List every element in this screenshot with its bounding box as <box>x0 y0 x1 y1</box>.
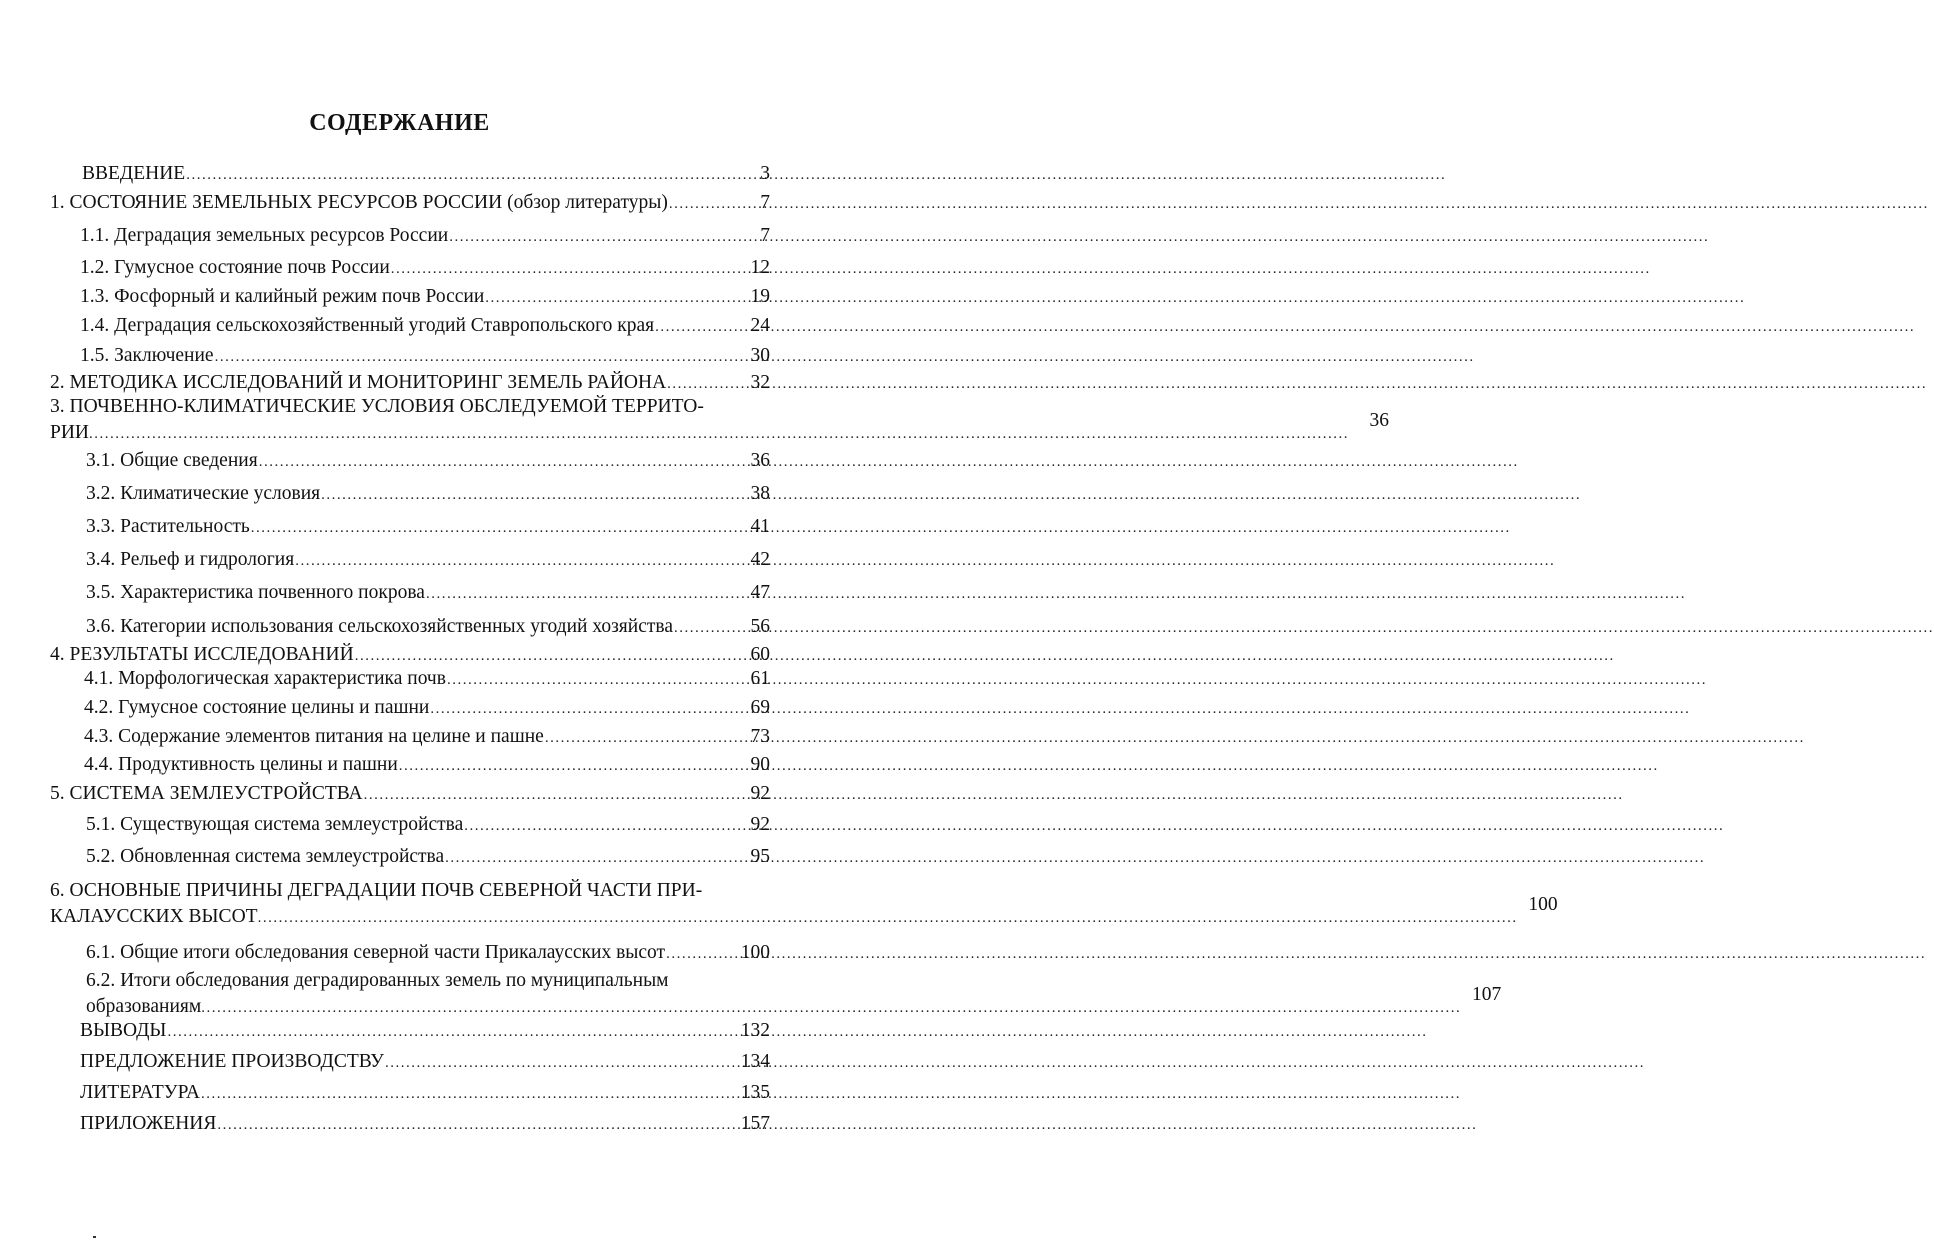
toc-entry-label-line1: 6.2. Итоги обследования деградированных земель по муниципальным <box>86 970 669 991</box>
toc-entry-label: 5. СИСТЕМА ЗЕМЛЕУСТРОЙСТВА <box>50 783 363 804</box>
scan-speck <box>93 1236 96 1238</box>
toc-entry-page: 134 <box>740 1051 770 1072</box>
toc-entry-chapter-4[interactable] <box>50 642 770 669</box>
toc-entry-label: 1.4. Деградация сельскохозяйственный угодий Ставропольского края <box>80 315 655 336</box>
toc-entry-label: 3.3. Растительность <box>86 516 250 537</box>
dot-leader <box>666 941 730 967</box>
toc-entry-label: 3.6. Категории использования сельскохозяйственных угодий хозяйства <box>86 616 673 637</box>
toc-entry-3-2[interactable] <box>86 481 770 508</box>
dot-leader <box>259 449 730 475</box>
toc-entry-3-6[interactable] <box>86 614 770 641</box>
toc-entry-page: 69 <box>750 697 770 718</box>
toc-entry-chapter-1[interactable] <box>50 190 770 217</box>
toc-entry-label: 2. МЕТОДИКА ИССЛЕДОВАНИЙ И МОНИТОРИНГ ЗЕМЕЛЬ РАЙОНА <box>50 372 667 393</box>
dot-leader <box>674 615 730 641</box>
toc-entry-4-3[interactable] <box>84 724 770 751</box>
toc-entry-1-5[interactable] <box>80 343 770 370</box>
toc-entry-3-4[interactable] <box>86 547 770 574</box>
page-title: СОДЕРЖАНИЕ <box>309 110 490 136</box>
toc-entry-3-3[interactable] <box>86 514 770 541</box>
toc-entry-label: 6.1. Общие итоги обследования северной части Прикалаусских высот <box>86 942 666 963</box>
toc-entry-page: 107 <box>1471 983 1502 1005</box>
toc-entry-label: 3.4. Рельеф и гидрология <box>86 549 295 570</box>
toc-entry-label-line2: РИИ <box>50 422 90 443</box>
dot-leader <box>391 256 730 282</box>
toc-entry-page: 92 <box>750 783 770 804</box>
dot-leader <box>385 1050 730 1076</box>
toc-entry-label-line1: 6. ОСНОВНЫЕ ПРИЧИНЫ ДЕГРАДАЦИИ ПОЧВ СЕВЕРНОЙ ЧАСТИ ПРИ- <box>50 880 703 901</box>
toc-entry-3-5[interactable] <box>86 580 770 607</box>
dot-leader <box>449 224 730 250</box>
dot-leader <box>167 1019 730 1045</box>
toc-entry-page: 73 <box>750 726 770 747</box>
toc-entry-label: 3.2. Климатические условия <box>86 483 321 504</box>
toc-entry-5-2[interactable] <box>86 844 770 871</box>
toc-entry-page: 95 <box>750 846 770 867</box>
toc-entry-page: 157 <box>740 1113 770 1134</box>
toc-entry-1-1[interactable] <box>80 223 770 250</box>
toc-entry-label: 4.1. Морфологическая характеристика почв <box>84 668 446 689</box>
toc-entry-chapter-5[interactable] <box>50 781 770 808</box>
toc-entry-appendices[interactable] <box>80 1111 770 1138</box>
dot-leader <box>430 696 730 722</box>
toc-entry-label: 1.5. Заключение <box>80 345 214 366</box>
toc-entry-page: 36 <box>1369 409 1390 431</box>
dot-leader <box>186 162 730 188</box>
toc-entry-page: 30 <box>750 345 770 366</box>
toc-entry-label: 4.2. Гумусное состояние целины и пашни <box>84 697 430 718</box>
toc-entry-label: ЛИТЕРАТУРА <box>80 1082 200 1103</box>
toc-entry-page: 132 <box>740 1020 770 1041</box>
toc-entry-label: 3.1. Общие сведения <box>86 450 258 471</box>
toc-entry-chapter-6[interactable] <box>50 878 1558 931</box>
toc-entry-3-1[interactable] <box>86 448 770 475</box>
toc-entry-introduction[interactable] <box>82 161 770 188</box>
toc-entry-literature[interactable] <box>80 1080 770 1107</box>
dot-leader <box>364 782 730 808</box>
toc-entry-page: 61 <box>750 668 770 689</box>
toc-entry-label-line1: 3. ПОЧВЕННО-КЛИМАТИЧЕСКИЕ УСЛОВИЯ ОБСЛЕДУЕМОЙ ТЕРРИТО- <box>50 396 704 417</box>
dot-leader <box>215 344 730 370</box>
toc-entry-label: 1.2. Гумусное состояние почв России <box>80 257 390 278</box>
toc-entry-label: 4. РЕЗУЛЬТАТЫ ИССЛЕДОВАНИЙ <box>50 644 354 665</box>
toc-entry-page: 92 <box>750 814 770 835</box>
toc-entry-label-line2: КАЛАУССКИХ ВЫСОТ <box>50 906 258 927</box>
toc-entry-page: 32 <box>750 372 770 393</box>
toc-entry-conclusions[interactable] <box>80 1018 770 1045</box>
toc-entry-1-2[interactable] <box>80 255 770 282</box>
dot-leader <box>426 581 730 607</box>
dot-leader <box>251 515 730 541</box>
toc-entry-label: 1.3. Фосфорный и калийный режим почв России <box>80 286 485 307</box>
toc-entry-page: 19 <box>750 286 770 307</box>
toc-entry-5-1[interactable] <box>86 812 770 839</box>
toc-entry-label: 4.4. Продуктивность целины и пашни <box>84 754 398 775</box>
toc-entry-chapter-2[interactable] <box>50 370 770 397</box>
toc-entry-6-2[interactable] <box>86 968 1502 1021</box>
toc-entry-page: 36 <box>750 450 770 471</box>
toc-entry-1-4[interactable] <box>80 313 770 340</box>
dot-leader <box>485 285 730 311</box>
toc-entry-label: 1. СОСТОЯНИЕ ЗЕМЕЛЬНЫХ РЕСУРСОВ РОССИИ (обзор литературы) <box>50 192 668 213</box>
toc-entry-page: 42 <box>750 549 770 570</box>
dot-leader <box>447 667 730 693</box>
toc-entry-page: 100 <box>740 942 770 963</box>
toc-entry-label: 3.5. Характеристика почвенного покрова <box>86 582 425 603</box>
dot-leader <box>399 753 730 779</box>
dot-leader <box>655 314 730 340</box>
toc-entry-page: 12 <box>750 257 770 278</box>
toc-entry-page: 60 <box>750 644 770 665</box>
toc-entry-page: 90 <box>750 754 770 775</box>
toc-entry-6-1[interactable] <box>86 940 770 967</box>
toc-entry-proposal[interactable] <box>80 1049 770 1076</box>
dot-leader <box>258 905 1518 931</box>
toc-entry-page: 38 <box>750 483 770 504</box>
dot-leader <box>201 1081 730 1107</box>
toc-entry-label: ПРИЛОЖЕНИЯ <box>80 1113 217 1134</box>
toc-entry-label: ВЫВОДЫ <box>80 1020 167 1041</box>
toc-entry-page: 3 <box>760 163 770 184</box>
toc-entry-page: 7 <box>760 225 770 246</box>
dot-leader <box>321 482 730 508</box>
toc-entry-page: 56 <box>750 616 770 637</box>
dot-leader <box>545 725 730 751</box>
dot-leader <box>445 845 730 871</box>
toc-entry-page: 24 <box>750 315 770 336</box>
toc-entry-label: ПРЕДЛОЖЕНИЕ ПРОИЗВОДСТВУ <box>80 1051 384 1072</box>
toc-entry-4-2[interactable] <box>84 695 770 722</box>
toc-entry-label: 5.1. Существующая система землеустройства <box>86 814 464 835</box>
toc-entry-chapter-3[interactable] <box>50 394 1390 447</box>
toc-entry-label-line2: образованиям <box>86 996 202 1017</box>
dot-leader <box>295 548 730 574</box>
toc-entry-page: 47 <box>750 582 770 603</box>
dot-leader <box>669 191 730 217</box>
toc-entry-label: 5.2. Обновленная система землеустройства <box>86 846 445 867</box>
toc-entry-4-4[interactable] <box>84 752 770 779</box>
toc-entry-label: ВВЕДЕНИЕ <box>82 163 186 184</box>
toc-entry-4-1[interactable] <box>84 666 770 693</box>
dot-leader <box>464 813 730 839</box>
toc-entry-label: 4.3. Содержание элементов питания на целине и пашне <box>84 726 544 747</box>
dot-leader <box>89 421 1349 447</box>
dot-leader <box>217 1112 730 1138</box>
toc-entry-1-3[interactable] <box>80 284 770 311</box>
toc-entry-label: 1.1. Деградация земельных ресурсов России <box>80 225 449 246</box>
toc-entry-page: 41 <box>750 516 770 537</box>
toc-entry-page: 100 <box>1528 893 1558 915</box>
toc-entry-page: 7 <box>760 192 770 213</box>
toc-entry-page: 135 <box>740 1082 770 1103</box>
